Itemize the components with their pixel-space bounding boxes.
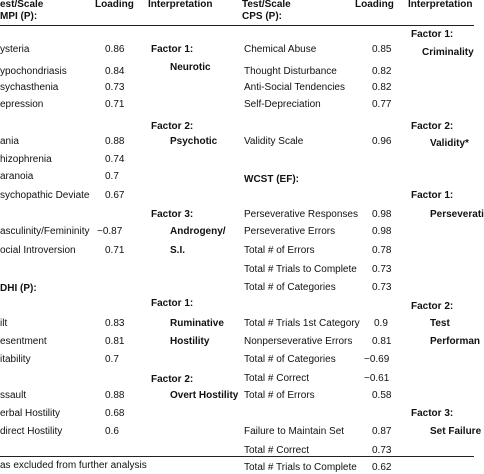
mmpi-factor1-label: Neurotic [170,62,211,73]
left-loading-paranoia: 0.7 [105,171,119,182]
right-loading-failure-maintain-set: 0.87 [372,426,392,437]
left-loading-psychopathic: 0.67 [105,190,125,201]
mmpi-factor3-title: Factor 3: [151,209,194,220]
right-loading-chemical-abuse: 0.85 [372,44,392,55]
right-scale-persev-responses: Perseverative Responses [244,209,358,220]
wcst-factor3-title: Factor 3: [411,408,454,419]
col-header-cps: CPS (P): [242,11,282,22]
right-loading-total-correct-2: 0.73 [372,445,392,456]
cps-factor1-label: Criminality [422,47,474,58]
right-scale-persev-errors: Perseverative Errors [244,226,336,237]
right-scale-trials-complete-1: Total # Trials to Complete [244,264,357,275]
footnote: as excluded from further analysis [0,460,147,471]
right-loading-trials-complete-1: 0.73 [372,264,392,275]
left-scale-depression: epression [0,99,44,110]
footer-rule [0,456,474,457]
col-header-test-scale-2: Test/Scale [242,0,291,10]
bdhi-factor1-title: Factor 1: [151,298,194,309]
right-section-wcst: WCST (EF): [244,174,299,185]
right-scale-total-errors-1: Total # of Errors [244,245,315,256]
col-header-loading-2: Loading [355,0,394,10]
right-loading-trials-complete-2: 0.62 [372,462,392,473]
wcst-factor2-label-a: Test [430,318,450,329]
left-scale-resentment: esentment [0,336,47,347]
right-loading-total-errors-1: 0.78 [372,245,392,256]
mmpi-factor2-title: Factor 2: [151,121,194,132]
wcst-factor2-title: Factor 2: [411,301,454,312]
right-scale-trials-1st-category: Total # Trials 1st Category [244,318,360,329]
header-rule [0,25,474,26]
right-scale-chemical-abuse: Chemical Abuse [244,44,317,55]
left-scale-social-introversion: ocial Introversion [0,245,76,256]
wcst-factor1-title: Factor 1: [411,190,454,201]
left-scale-assault: ssault [0,390,27,401]
right-loading-self-depreciation: 0.77 [372,99,392,110]
right-scale-categories-1: Total # of Categories [244,282,336,293]
mmpi-factor2-label: Psychotic [170,136,218,147]
right-scale-thought-disturbance: Thought Disturbance [244,66,337,77]
left-loading-hysteria: 0.86 [105,44,125,55]
left-scale-psychasthenia: sychasthenia [0,82,59,93]
right-loading-persev-errors: 0.98 [372,226,392,237]
left-loading-guilt: 0.83 [105,318,125,329]
wcst-factor1-label: Perseverati [430,209,484,220]
mmpi-factor1-title: Factor 1: [151,44,194,55]
left-scale-schizophrenia: hizophrenia [0,154,52,165]
wcst-factor3-label: Set Failure [430,426,482,437]
left-scale-irritability: itability [0,354,31,365]
right-loading-total-errors-2: 0.58 [372,390,392,401]
cps-factor2-label: Validity* [430,138,469,149]
right-loading-categories-1: 0.73 [372,282,392,293]
mmpi-factor3-label-a: Androgeny/ [170,226,226,237]
cps-factor2-title: Factor 2: [411,121,454,132]
right-scale-categories-2: Total # of Categories [244,354,336,365]
left-scale-psychopathic: sychopathic Deviate [0,190,90,201]
left-loading-resentment: 0.81 [105,336,125,347]
left-loading-assault: 0.88 [105,390,125,401]
right-loading-thought-disturbance: 0.82 [372,66,392,77]
bdhi-factor2-title: Factor 2: [151,374,194,385]
right-scale-failure-maintain-set: Failure to Maintain Set [244,426,345,437]
right-loading-nonpersev-errors: 0.81 [372,336,392,347]
left-loading-irritability: 0.7 [105,354,119,365]
right-loading-validity: 0.96 [372,136,392,147]
right-scale-total-correct-1: Total # Correct [244,373,310,384]
left-scale-hypochondriasis: ypochondriasis [0,66,67,77]
right-loading-total-correct-1: −0.61 [364,373,390,384]
left-loading-social-introversion: 0.71 [105,245,125,256]
left-scale-hysteria: ysteria [0,44,30,55]
col-header-loading: Loading [95,0,134,10]
right-scale-total-errors-2: Total # of Errors [244,390,315,401]
left-loading-depression: 0.71 [105,99,125,110]
bdhi-factor1-label-a: Ruminative [170,318,224,329]
bdhi-factor2-label: Overt Hostility [170,390,239,401]
right-loading-categories-2: −0.69 [364,354,390,365]
mmpi-factor3-label-b: S.I. [170,245,186,256]
right-loading-trials-1st-category: 0.9 [374,318,388,329]
cps-factor1-title: Factor 1: [411,29,454,40]
col-header-test-scale: est/Scale [0,0,44,10]
col-header-interpretation: Interpretation [148,0,213,10]
left-loading-indirect-hostility: 0.6 [105,426,119,437]
left-scale-guilt: ilt [0,318,8,329]
right-scale-nonpersev-errors: Nonperseverative Errors [244,336,353,347]
left-scale-paranoia: aranoia [0,171,34,182]
left-section-bdhi: DHI (P): [0,283,37,294]
wcst-factor2-label-b: Performan [430,336,481,347]
left-scale-indirect-hostility: direct Hostility [0,426,63,437]
right-scale-anti-social: Anti-Social Tendencies [244,82,345,93]
left-loading-masculinity: −0.87 [97,226,123,237]
right-scale-self-depreciation: Self-Depreciation [244,99,321,110]
left-loading-verbal-hostility: 0.68 [105,408,125,419]
col-header-mmpi: MPI (P): [0,11,38,22]
col-header-interpretation-2: Interpretation [408,0,473,10]
right-scale-trials-complete-2: Total # Trials to Complete [244,462,357,473]
right-loading-anti-social: 0.82 [372,82,392,93]
left-loading-hypochondriasis: 0.84 [105,66,125,77]
left-scale-masculinity: asculinity/Femininity [0,226,90,237]
left-scale-verbal-hostility: erbal Hostility [0,408,61,419]
right-scale-validity: Validity Scale [244,136,304,147]
bdhi-factor1-label-b: Hostility [170,336,210,347]
left-scale-mania: ania [0,136,19,147]
left-loading-mania: 0.88 [105,136,125,147]
right-loading-persev-responses: 0.98 [372,209,392,220]
left-loading-schizophrenia: 0.74 [105,154,125,165]
right-scale-total-correct-2: Total # Correct [244,445,310,456]
left-loading-psychasthenia: 0.73 [105,82,125,93]
